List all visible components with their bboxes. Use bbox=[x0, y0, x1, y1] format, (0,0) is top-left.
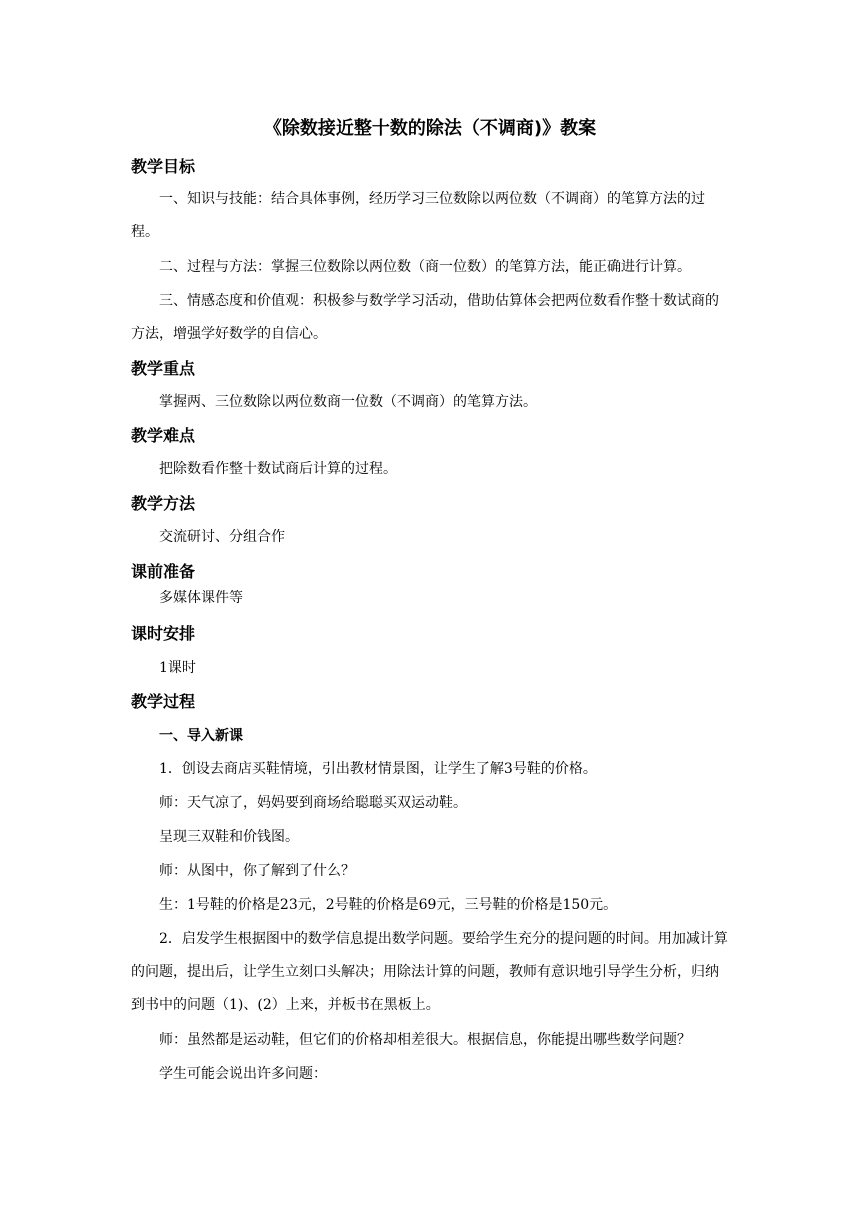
heading-difficulties: 教学难点 bbox=[131, 426, 196, 445]
process-paragraph: 师：天气凉了，妈妈要到商场给聪聪买双运动鞋。 bbox=[159, 795, 467, 811]
heading-goals: 教学目标 bbox=[131, 157, 196, 176]
preparation-text: 多媒体课件等 bbox=[159, 590, 243, 606]
goal-attitude: 三、情感态度和价值观：积极参与数学学习活动，借助估算体会把两位数看作整十数试商的方法，增强学好数学的自信心。 bbox=[131, 293, 719, 342]
process-paragraph: 生：1号鞋的价格是23元，2号鞋的价格是69元，三号鞋的价格是150元。 bbox=[159, 897, 618, 913]
document-title: 《除数接近整十数的除法（不调商)》教案 bbox=[263, 118, 597, 139]
process-paragraph: 师：从图中，你了解到了什么？ bbox=[159, 863, 355, 879]
heading-schedule: 课时安排 bbox=[131, 624, 196, 643]
key-points-text: 掌握两、三位数除以两位数商一位数（不调商）的笔算方法。 bbox=[159, 394, 537, 410]
process-paragraph: 1．创设去商店买鞋情境，引出教材情景图，让学生了解3号鞋的价格。 bbox=[159, 761, 597, 777]
process-paragraph: 呈现三双鞋和价钱图。 bbox=[159, 829, 299, 845]
schedule-text: 1课时 bbox=[159, 660, 196, 676]
methods-text: 交流研讨、分组合作 bbox=[159, 529, 285, 545]
goal-process: 二、过程与方法：掌握三位数除以两位数（商一位数）的笔算方法，能正确进行计算。 bbox=[159, 259, 691, 275]
process-paragraph: 2．启发学生根据图中的数学信息提出数学问题。要给学生充分的提问题的时间。用加减计算的问题，提出后，让学生立刻口头解决；用除法计算的问题，教师有意识地引导学生分析，归纳到书中的问题（1)、(2）上来，并板书在黑板上。 bbox=[131, 931, 728, 1013]
heading-key-points: 教学重点 bbox=[131, 359, 196, 378]
heading-preparation: 课前准备 bbox=[131, 562, 196, 581]
heading-process: 教学过程 bbox=[131, 692, 196, 711]
subheading-intro: 一、导入新课 bbox=[159, 728, 243, 744]
goal-knowledge: 一、知识与技能：结合具体事例，经历学习三位数除以两位数（不调商）的笔算方法的过程。 bbox=[131, 191, 705, 240]
difficulties-text: 把除数看作整十数试商后计算的过程。 bbox=[159, 461, 397, 477]
heading-methods: 教学方法 bbox=[131, 494, 196, 513]
process-paragraph: 学生可能会说出许多问题： bbox=[159, 1066, 327, 1082]
process-paragraph: 师：虽然都是运动鞋，但它们的价格却相差很大。根据信息，你能提出哪些数学问题？ bbox=[159, 1032, 691, 1048]
